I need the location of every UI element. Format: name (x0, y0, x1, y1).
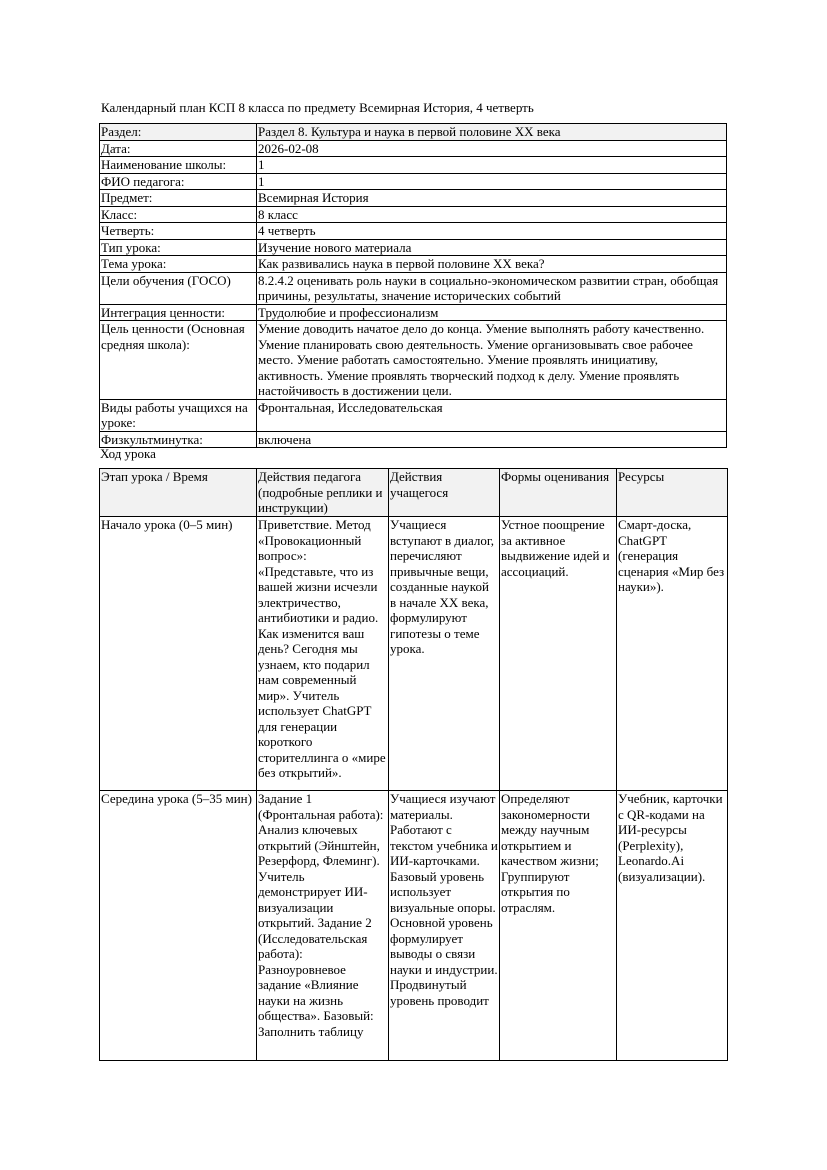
header-resources: Ресурсы (617, 469, 728, 517)
info-value: 1 (257, 157, 727, 174)
info-label: Четверть: (100, 223, 257, 240)
info-label: Цели обучения (ГОСО) (100, 272, 257, 304)
table-row (100, 791, 728, 1061)
info-label: Интеграция ценности: (100, 304, 257, 321)
info-value: Как развивались наука в первой половине XX века? (257, 256, 727, 273)
info-value: Всемирная История (257, 190, 727, 207)
info-label: Цель ценности (Основная средняя школа): (100, 321, 257, 400)
info-row-lesson-type (100, 239, 727, 256)
info-row-topic (100, 256, 727, 273)
info-label: Раздел: (100, 124, 257, 141)
header-student-actions: Действия учащегося (389, 469, 500, 517)
info-value: 2026-02-08 (257, 140, 727, 157)
info-row-goals (100, 272, 727, 304)
info-value: 4 четверть (257, 223, 727, 240)
cell-stage: Начало урока (0–5 мин) (100, 517, 257, 791)
info-label: Тип урока: (100, 239, 257, 256)
info-label: Виды работы учащихся на уроке: (100, 399, 257, 431)
info-label: Дата: (100, 140, 257, 157)
cell-resources: Учебник, карточки с QR-кодами на ИИ-ресурсы (Perplexity), Leonardo.Ai (визуализации). (617, 791, 728, 1061)
header-stage: Этап урока / Время (100, 469, 257, 517)
table-header-row (100, 469, 728, 517)
lesson-info-table (99, 123, 727, 448)
info-label: Тема урока: (100, 256, 257, 273)
header-assessment: Формы оценивания (500, 469, 617, 517)
info-label: Класс: (100, 206, 257, 223)
info-label: ФИО педагога: (100, 173, 257, 190)
info-row-work-types (100, 399, 727, 431)
info-row-teacher (100, 173, 727, 190)
info-value: Умение доводить начатое дело до конца. Умение выполнять работу качественно. Умение планировать свою деятельность. Умение организовывать свое рабочее место. Умение работать самостоятельно. Умение проявлять инициативу, активность. Умение проявлять творческий подход к делу. Умение проявлять настойчивость в достижении цели. (257, 321, 727, 400)
info-value: Изучение нового материала (257, 239, 727, 256)
info-row-school (100, 157, 727, 174)
cell-teacher-actions: Приветствие. Метод «Провокационный вопрос»: «Представьте, что из вашей жизни исчезли электричество, антибиотики и радио. Как изменится ваш день? Сегодня мы узнаем, кто подарил нам современный мир». Учитель использует ChatGPT для генерации короткого сторителлинга о «мире без открытий». (257, 517, 389, 791)
info-value: Фронтальная, Исследовательская (257, 399, 727, 431)
info-label: Предмет: (100, 190, 257, 207)
info-row-date (100, 140, 727, 157)
info-value: Раздел 8. Культура и наука в первой половине XX века (257, 124, 727, 141)
info-row-quarter (100, 223, 727, 240)
lesson-progress-table (99, 468, 728, 1061)
document-title: Календарный план КСП 8 класса по предмету Всемирная История, 4 четверть (101, 100, 534, 115)
info-row-exercise-break (100, 431, 727, 448)
table-row (100, 517, 728, 791)
info-row-section (100, 124, 727, 141)
info-value: 8.2.4.2 оценивать роль науки в социально-экономическом развитии стран, обобщая причины, результаты, значение исторических событий (257, 272, 727, 304)
cell-student-actions: Учащиеся изучают материалы. Работают с текстом учебника и ИИ-карточками. Базовый уровень использует визуальные опоры. Основной уровень формулирует выводы о связи науки и индустрии. Продвинутый уровень проводит (389, 791, 500, 1061)
cell-assessment: Устное поощрение за активное выдвижение идей и ассоциаций. (500, 517, 617, 791)
info-row-value-integration (100, 304, 727, 321)
info-value: Трудолюбие и профессионализм (257, 304, 727, 321)
cell-assessment: Определяют закономерности между научным открытием и качеством жизни; Группируют открытия по отраслям. (500, 791, 617, 1061)
info-row-class (100, 206, 727, 223)
info-value: 1 (257, 173, 727, 190)
header-teacher-actions: Действия педагога (подробные реплики и инструкции) (257, 469, 389, 517)
cell-stage: Середина урока (5–35 мин) (100, 791, 257, 1061)
info-row-value-goal (100, 321, 727, 400)
info-row-subject (100, 190, 727, 207)
info-value: включена (257, 431, 727, 448)
info-value: 8 класс (257, 206, 727, 223)
cell-teacher-actions: Задание 1 (Фронтальная работа): Анализ ключевых открытий (Эйнштейн, Резерфорд, Флеминг). Учитель демонстрирует ИИ-визуализации открытий. Задание 2 (Исследовательская работа): Разноуровневое задание «Влияние науки на жизнь общества». Базовый: Заполнить таблицу (257, 791, 389, 1061)
info-label: Наименование школы: (100, 157, 257, 174)
cell-student-actions: Учащиеся вступают в диалог, перечисляют привычные вещи, созданные наукой в начале XX века, формулируют гипотезы о теме урока. (389, 517, 500, 791)
lesson-progress-title: Ход урока (100, 446, 156, 461)
info-label: Физкультминутка: (100, 431, 257, 448)
cell-resources: Смарт-доска, ChatGPT (генерация сценария «Мир без науки»). (617, 517, 728, 791)
